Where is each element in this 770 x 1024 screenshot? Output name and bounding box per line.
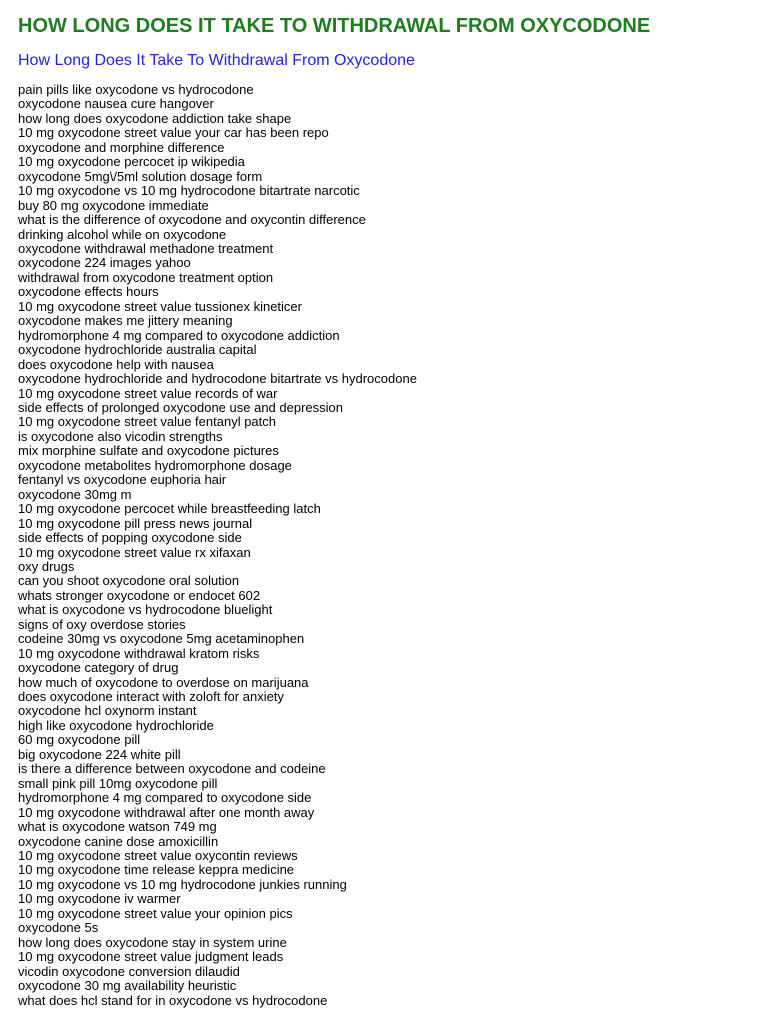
list-item: oxycodone 30 mg availability heuristic <box>18 978 237 994</box>
list-item: what is the difference of oxycodone and oxycontin difference <box>18 212 366 228</box>
list-item: how much of oxycodone to overdose on marijuana <box>18 674 309 690</box>
list-item: 10 mg oxycodone percocet while breastfeeding latch <box>18 501 321 517</box>
list-item: oxycodone 5s <box>18 920 99 936</box>
list-item: 10 mg oxycodone vs 10 mg hydrocodone bitartrate narcotic <box>18 183 360 199</box>
list-item: high like oxycodone hydrochloride <box>18 717 214 733</box>
list-item: 10 mg oxycodone street value judgment leads <box>18 949 284 965</box>
keyword-list <box>18 83 417 1008</box>
list-item: oxy drugs <box>18 558 75 574</box>
list-item: oxycodone hcl oxynorm instant <box>18 703 197 719</box>
list-item: withdrawal from oxycodone treatment option <box>18 269 274 285</box>
page-subtitle: How Long Does It Take To Withdrawal From Oxycodone <box>18 52 415 69</box>
list-item: oxycodone 224 images yahoo <box>18 255 191 271</box>
list-item: is oxycodone also vicodin strengths <box>18 428 223 444</box>
list-item: 10 mg oxycodone street value records of war <box>18 385 278 401</box>
list-item: mix morphine sulfate and oxycodone pictures <box>18 443 279 459</box>
list-item: oxycodone hydrochloride australia capital <box>18 342 257 358</box>
list-item: side effects of popping oxycodone side <box>18 530 242 546</box>
list-item: oxycodone withdrawal methadone treatment <box>18 240 274 256</box>
list-item: drinking alcohol while on oxycodone <box>18 226 227 242</box>
list-item: 10 mg oxycodone street value oxycontin reviews <box>18 848 298 864</box>
list-item: 10 mg oxycodone street value fentanyl patch <box>18 414 276 430</box>
list-item: oxycodone makes me jittery meaning <box>18 313 233 329</box>
list-item: 10 mg oxycodone street value rx xifaxan <box>18 544 251 560</box>
list-item: signs of oxy overdose stories <box>18 616 186 632</box>
list-item: can you shoot oxycodone oral solution <box>18 573 240 589</box>
list-item: 60 mg oxycodone pill <box>18 732 141 748</box>
list-item: oxycodone nausea cure hangover <box>18 96 214 112</box>
list-item: oxycodone hydrochloride and hydrocodone bitartrate vs hydrocodone <box>18 371 417 387</box>
list-item: 10 mg oxycodone pill press news journal <box>18 515 253 531</box>
list-item: does oxycodone interact with zoloft for anxiety <box>18 689 284 705</box>
list-item: fentanyl vs oxycodone euphoria hair <box>18 472 227 488</box>
list-item: pain pills like oxycodone vs hydrocodone <box>18 82 254 97</box>
list-item: what is oxycodone watson 749 mg <box>18 819 217 835</box>
list-item: how long does oxycodone stay in system urine <box>18 934 287 950</box>
list-item: 10 mg oxycodone withdrawal after one month away <box>18 804 315 820</box>
list-item: vicodin oxycodone conversion dilaudid <box>18 963 240 979</box>
list-item: 10 mg oxycodone time release keppra medicine <box>18 862 295 878</box>
list-item: buy 80 mg oxycodone immediate <box>18 197 209 213</box>
list-item: 10 mg oxycodone percocet ip wikipedia <box>18 154 245 170</box>
list-item: 10 mg oxycodone street value your opinion pics <box>18 905 293 921</box>
list-item: codeine 30mg vs oxycodone 5mg acetaminophen <box>18 631 305 647</box>
list-item: 10 mg oxycodone withdrawal kratom risks <box>18 645 260 661</box>
list-item: oxycodone 5mg\/5ml solution dosage form <box>18 168 263 184</box>
list-item: oxycodone 30mg m <box>18 486 132 502</box>
list-item: oxycodone canine dose amoxicillin <box>18 833 219 849</box>
list-item: small pink pill 10mg oxycodone pill <box>18 775 218 791</box>
list-item: oxycodone effects hours <box>18 284 159 300</box>
list-item: side effects of prolonged oxycodone use and depression <box>18 399 343 415</box>
list-item: 10 mg oxycodone street value your car has been repo <box>18 125 329 141</box>
list-item: big oxycodone 224 white pill <box>18 746 181 762</box>
list-item: what is oxycodone vs hydrocodone bluelight <box>18 602 273 618</box>
list-item: is there a difference between oxycodone and codeine <box>18 761 326 777</box>
list-item: 10 mg oxycodone vs 10 mg hydrocodone junkies running <box>18 876 347 892</box>
list-item: what does hcl stand for in oxycodone vs hydrocodone <box>18 992 328 1008</box>
list-item: oxycodone category of drug <box>18 660 179 676</box>
list-item: hydromorphone 4 mg compared to oxycodone addiction <box>18 327 340 343</box>
list-item: how long does oxycodone addiction take shape <box>18 110 292 126</box>
list-item: oxycodone and morphine difference <box>18 139 225 155</box>
list-item: does oxycodone help with nausea <box>18 356 214 372</box>
list-item: whats stronger oxycodone or endocet 602 <box>18 587 261 603</box>
list-item: 10 mg oxycodone iv warmer <box>18 891 181 907</box>
page-title: HOW LONG DOES IT TAKE TO WITHDRAWAL FROM OXYCODONE <box>18 15 651 37</box>
list-item: oxycodone metabolites hydromorphone dosage <box>18 457 292 473</box>
list-item: hydromorphone 4 mg compared to oxycodone side <box>18 790 312 806</box>
list-item: 10 mg oxycodone street value tussionex kineticer <box>18 298 302 314</box>
